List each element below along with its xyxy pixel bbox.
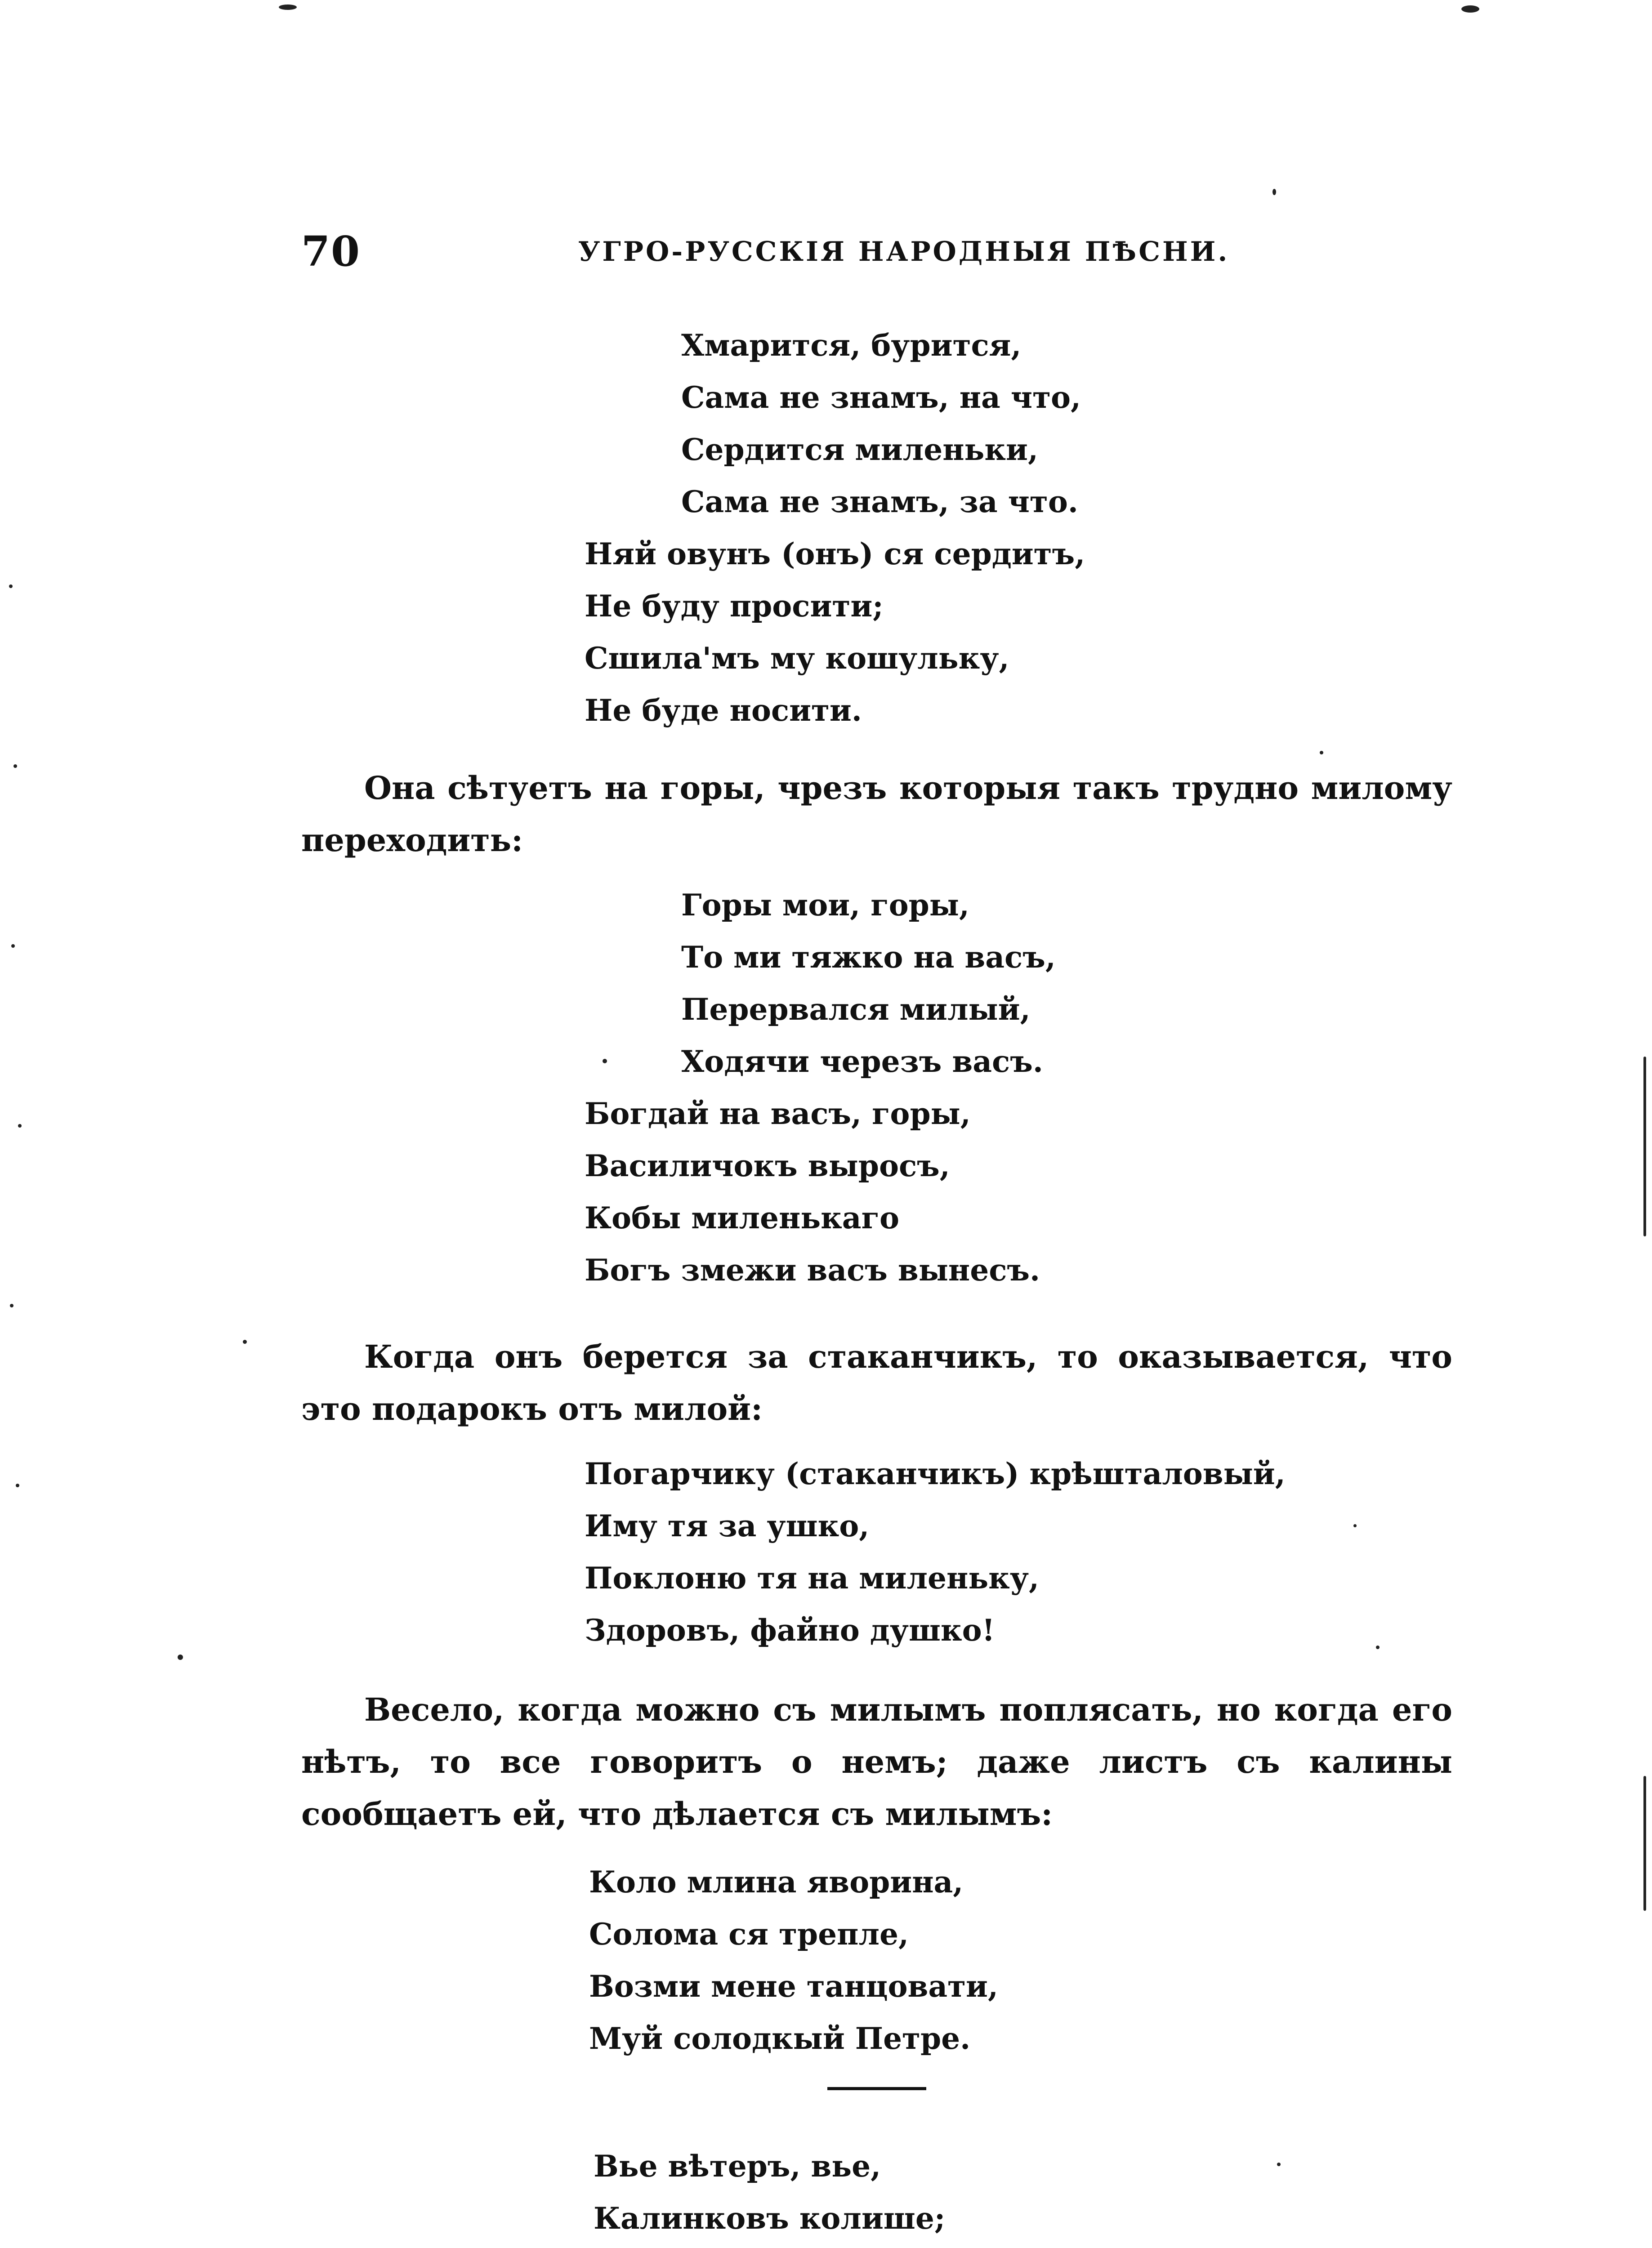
paragraph-text: Она сѣтуетъ на горы, чрезъ которыя такъ трудно милому переходить:: [301, 769, 1452, 859]
verse-line: Сшила'мъ му кошульку,: [585, 641, 1009, 676]
verse-line: Сердится миленьки,: [681, 432, 1038, 467]
page-header: [301, 227, 1416, 281]
scan-speck: [178, 1655, 183, 1660]
scan-speck: [1277, 2163, 1281, 2166]
verse-line: Сама не знамъ, за что.: [681, 484, 1078, 519]
scan-speck: [1320, 751, 1323, 754]
verse-line: Ходячи черезъ васъ.: [681, 1044, 1043, 1079]
scan-speck: [1376, 1646, 1380, 1649]
section-separator: [827, 2087, 926, 2090]
prose-paragraph-2: [301, 1331, 1452, 1435]
verse-line: Богъ змежи васъ вынесъ.: [585, 1253, 1040, 1288]
verse-line: Поклоню тя на миленьку,: [585, 1561, 1040, 1596]
scan-speck: [1272, 189, 1276, 195]
verse-line: Богдай на васъ, горы,: [585, 1096, 971, 1131]
verse-line: Сама не знамъ, на что,: [681, 380, 1081, 415]
verse-block-4: [589, 1856, 998, 2065]
scan-edge-mark: [1643, 1776, 1646, 1911]
verse-block-1: [585, 319, 1085, 736]
verse-line: Перервался милый,: [681, 992, 1031, 1027]
verse-line: Няй овунъ (онъ) ся сердитъ,: [585, 536, 1085, 571]
verse-block-5: [594, 2140, 945, 2244]
verse-block-3: [585, 1448, 1286, 1656]
verse-line: Кобы миленькаго: [585, 1200, 900, 1236]
verse-line: Коло млина яворина,: [589, 1864, 964, 1900]
verse-line: Калинковъ колише;: [594, 2201, 946, 2236]
verse-line: Горы мои, горы,: [681, 888, 969, 923]
scan-speck: [1461, 5, 1479, 13]
verse-line: Вье вѣтеръ, вье,: [594, 2149, 881, 2184]
verse-line: Иму тя за ушко,: [585, 1508, 870, 1543]
scan-speck: [603, 1059, 607, 1063]
verse-line: Погарчику (стаканчикъ) крѣшталовый,: [585, 1456, 1286, 1491]
verse-block-2: [585, 879, 1056, 1296]
running-title: УГРО-РУССКІЯ НАРОДНЫЯ ПѢСНИ.: [578, 236, 1230, 268]
prose-paragraph-3: [301, 1684, 1452, 1840]
verse-line: Не буду просити;: [585, 589, 884, 624]
verse-line: Солома ся трепле,: [589, 1917, 909, 1952]
scan-speck: [9, 584, 13, 588]
scan-speck: [13, 764, 17, 768]
paragraph-text: Весело, когда можно съ милымъ поплясать, но когда его нѣтъ, то все говоритъ о немъ; даже листъ съ калины сообщаетъ ей, что дѣлается съ милымъ:: [301, 1691, 1452, 1833]
scan-speck: [16, 1484, 19, 1487]
verse-line: Василичокъ выросъ,: [585, 1148, 950, 1183]
paragraph-text: Когда онъ берется за стаканчикъ, то оказывается, что это подарокъ отъ милой:: [301, 1338, 1452, 1427]
verse-line: Муй солодкый Петре.: [589, 2021, 971, 2056]
scan-speck: [1353, 1524, 1357, 1527]
verse-line: Возми мене танцовати,: [589, 1969, 998, 2004]
verse-line: Хмарится, бурится,: [681, 328, 1022, 363]
scan-speck: [243, 1340, 247, 1344]
verse-line: Не буде носити.: [585, 693, 862, 728]
prose-paragraph-1: [301, 762, 1452, 866]
scan-speck: [279, 4, 297, 10]
scan-speck: [18, 1124, 22, 1128]
scan-speck: [10, 1304, 13, 1307]
verse-line: То ми тяжко на васъ,: [681, 940, 1056, 975]
scan-edge-mark: [1643, 1057, 1646, 1236]
scan-speck: [11, 944, 15, 948]
verse-line: Здоровъ, файно душко!: [585, 1613, 995, 1648]
page-number: 70: [301, 227, 361, 276]
